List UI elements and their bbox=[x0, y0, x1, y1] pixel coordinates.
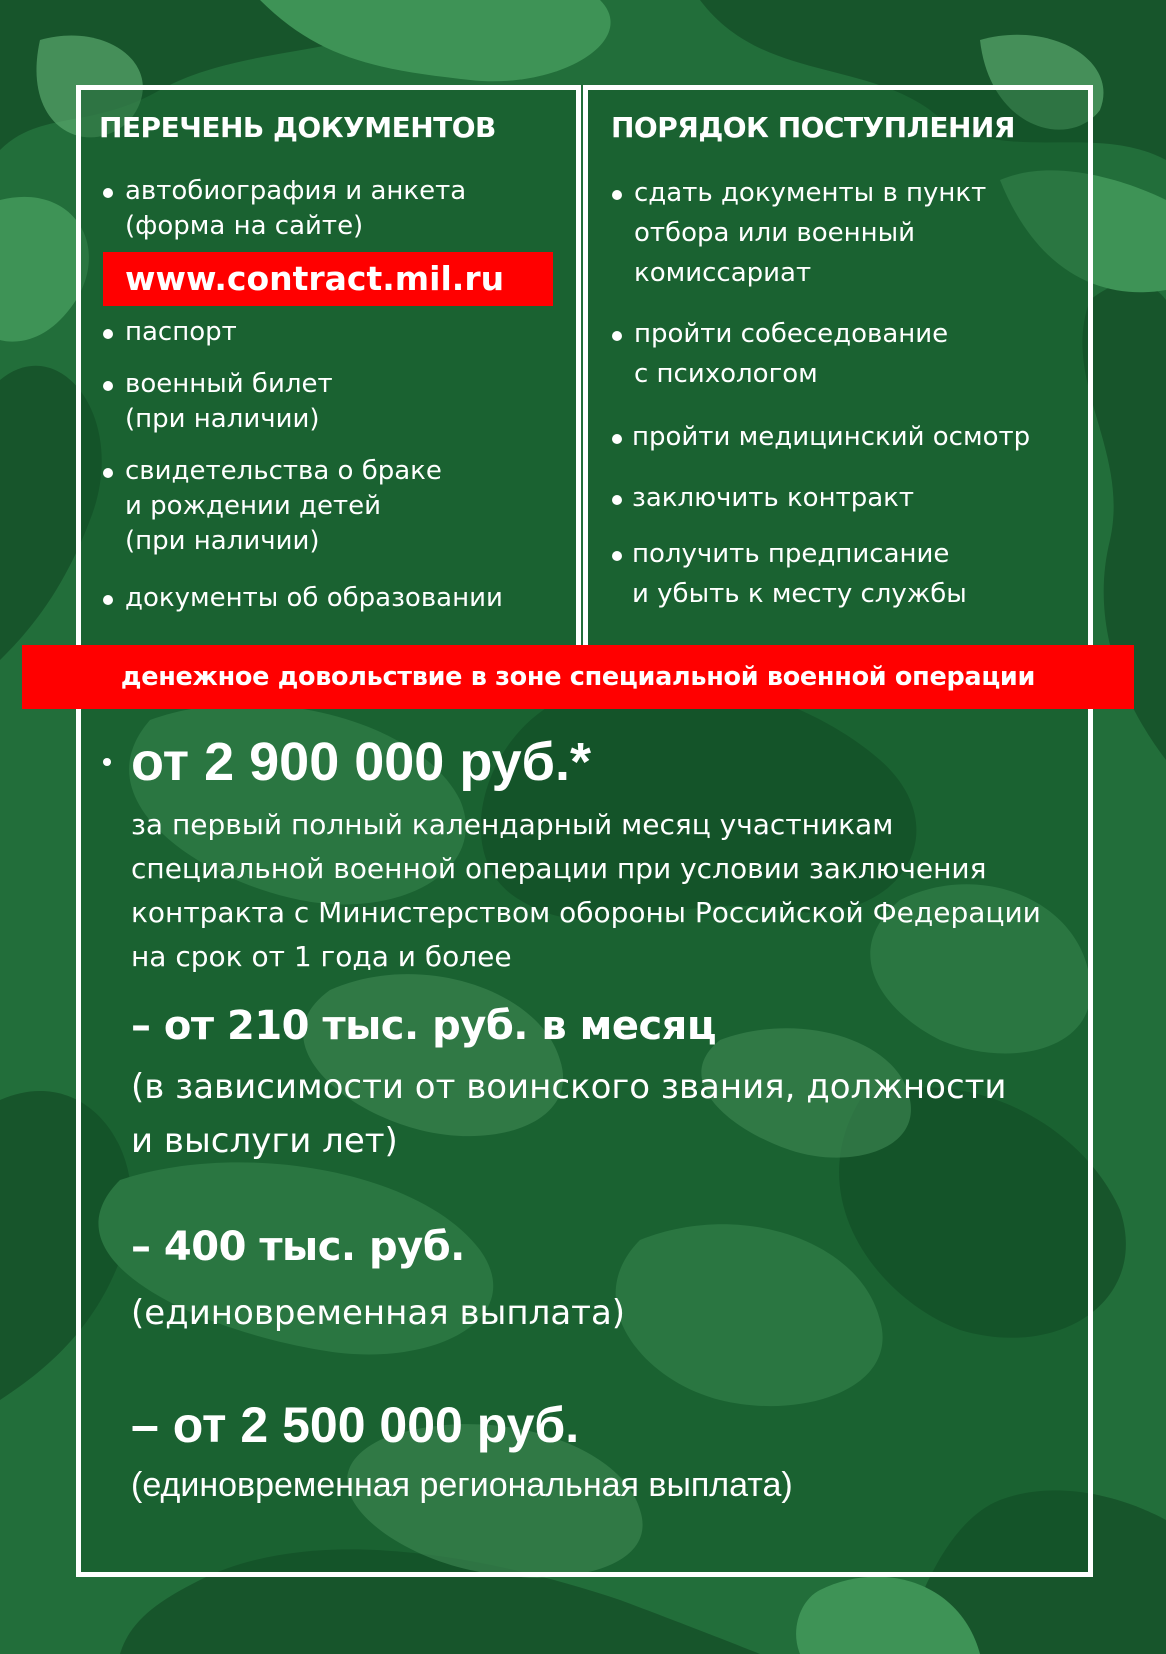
order-step-interview: пройти собеседование bbox=[634, 319, 949, 349]
bullet bbox=[612, 434, 622, 444]
bullet bbox=[103, 381, 113, 391]
bullet bbox=[612, 495, 622, 505]
bullet bbox=[103, 758, 111, 766]
order-step-contract: заключить контракт bbox=[632, 483, 915, 513]
documents-item-certificates-line2: и рождении детей bbox=[125, 491, 382, 521]
monthly-pay-amount: – от 210 тыс. руб. в месяц bbox=[131, 1003, 716, 1049]
headline-description-line3: контракта с Министерством обороны Российской Федерации bbox=[131, 896, 1041, 929]
monthly-pay-description-line2: и выслуги лет) bbox=[131, 1121, 398, 1161]
lump-sum-amount: – 400 тыс. руб. bbox=[131, 1224, 465, 1270]
headline-description-line4: на срок от 1 года и более bbox=[131, 940, 512, 973]
bullet bbox=[612, 551, 622, 561]
headline-amount: от 2 900 000 руб.* bbox=[131, 732, 592, 792]
order-step-interview-line2: с психологом bbox=[634, 359, 818, 389]
documents-item-autobiography: автобиография и анкета bbox=[125, 176, 467, 206]
allowance-banner: денежное довольствие в зоне специальной военной операции bbox=[22, 645, 1134, 709]
documents-item-military-id-note: (при наличии) bbox=[125, 404, 320, 434]
bullet bbox=[612, 331, 622, 341]
bullet bbox=[103, 468, 113, 478]
headline-description-line1: за первый полный календарный месяц участникам bbox=[131, 808, 894, 841]
order-step-medical: пройти медицинский осмотр bbox=[632, 422, 1031, 452]
bullet bbox=[103, 329, 113, 339]
order-step-orders-line2: и убыть к месту службы bbox=[632, 579, 967, 609]
documents-item-certificates-note: (при наличии) bbox=[125, 526, 320, 556]
contract-website-link[interactable]: www.contract.mil.ru bbox=[103, 252, 553, 306]
admission-order-title: ПОРЯДОК ПОСТУПЛЕНИЯ bbox=[611, 111, 1015, 144]
documents-title: ПЕРЕЧЕНЬ ДОКУМЕНТОВ bbox=[99, 111, 496, 144]
monthly-pay-description-line1: (в зависимости от воинского звания, должности bbox=[131, 1067, 1007, 1107]
order-step-orders: получить предписание bbox=[632, 539, 950, 569]
headline-description-line2: специальной военной операции при условии заключения bbox=[131, 852, 987, 885]
order-step-submit-documents-line3: комиссариат bbox=[634, 258, 812, 288]
order-step-submit-documents: сдать документы в пункт bbox=[634, 178, 987, 208]
lump-sum-description: (единовременная выплата) bbox=[131, 1293, 626, 1333]
bullet bbox=[103, 188, 113, 198]
order-step-submit-documents-line2: отбора или военный bbox=[634, 218, 916, 248]
bullet bbox=[103, 595, 113, 605]
documents-item-education: документы об образовании bbox=[125, 583, 503, 613]
bullet bbox=[612, 190, 622, 200]
regional-payment-description: (единовременная региональная выплата) bbox=[131, 1466, 793, 1504]
documents-item-passport: паспорт bbox=[125, 317, 237, 347]
documents-item-military-id: военный билет bbox=[125, 369, 333, 399]
documents-item-autobiography-note: (форма на сайте) bbox=[125, 211, 364, 241]
regional-payment-amount: – от 2 500 000 руб. bbox=[131, 1397, 580, 1453]
documents-item-certificates: свидетельства о браке bbox=[125, 456, 442, 486]
